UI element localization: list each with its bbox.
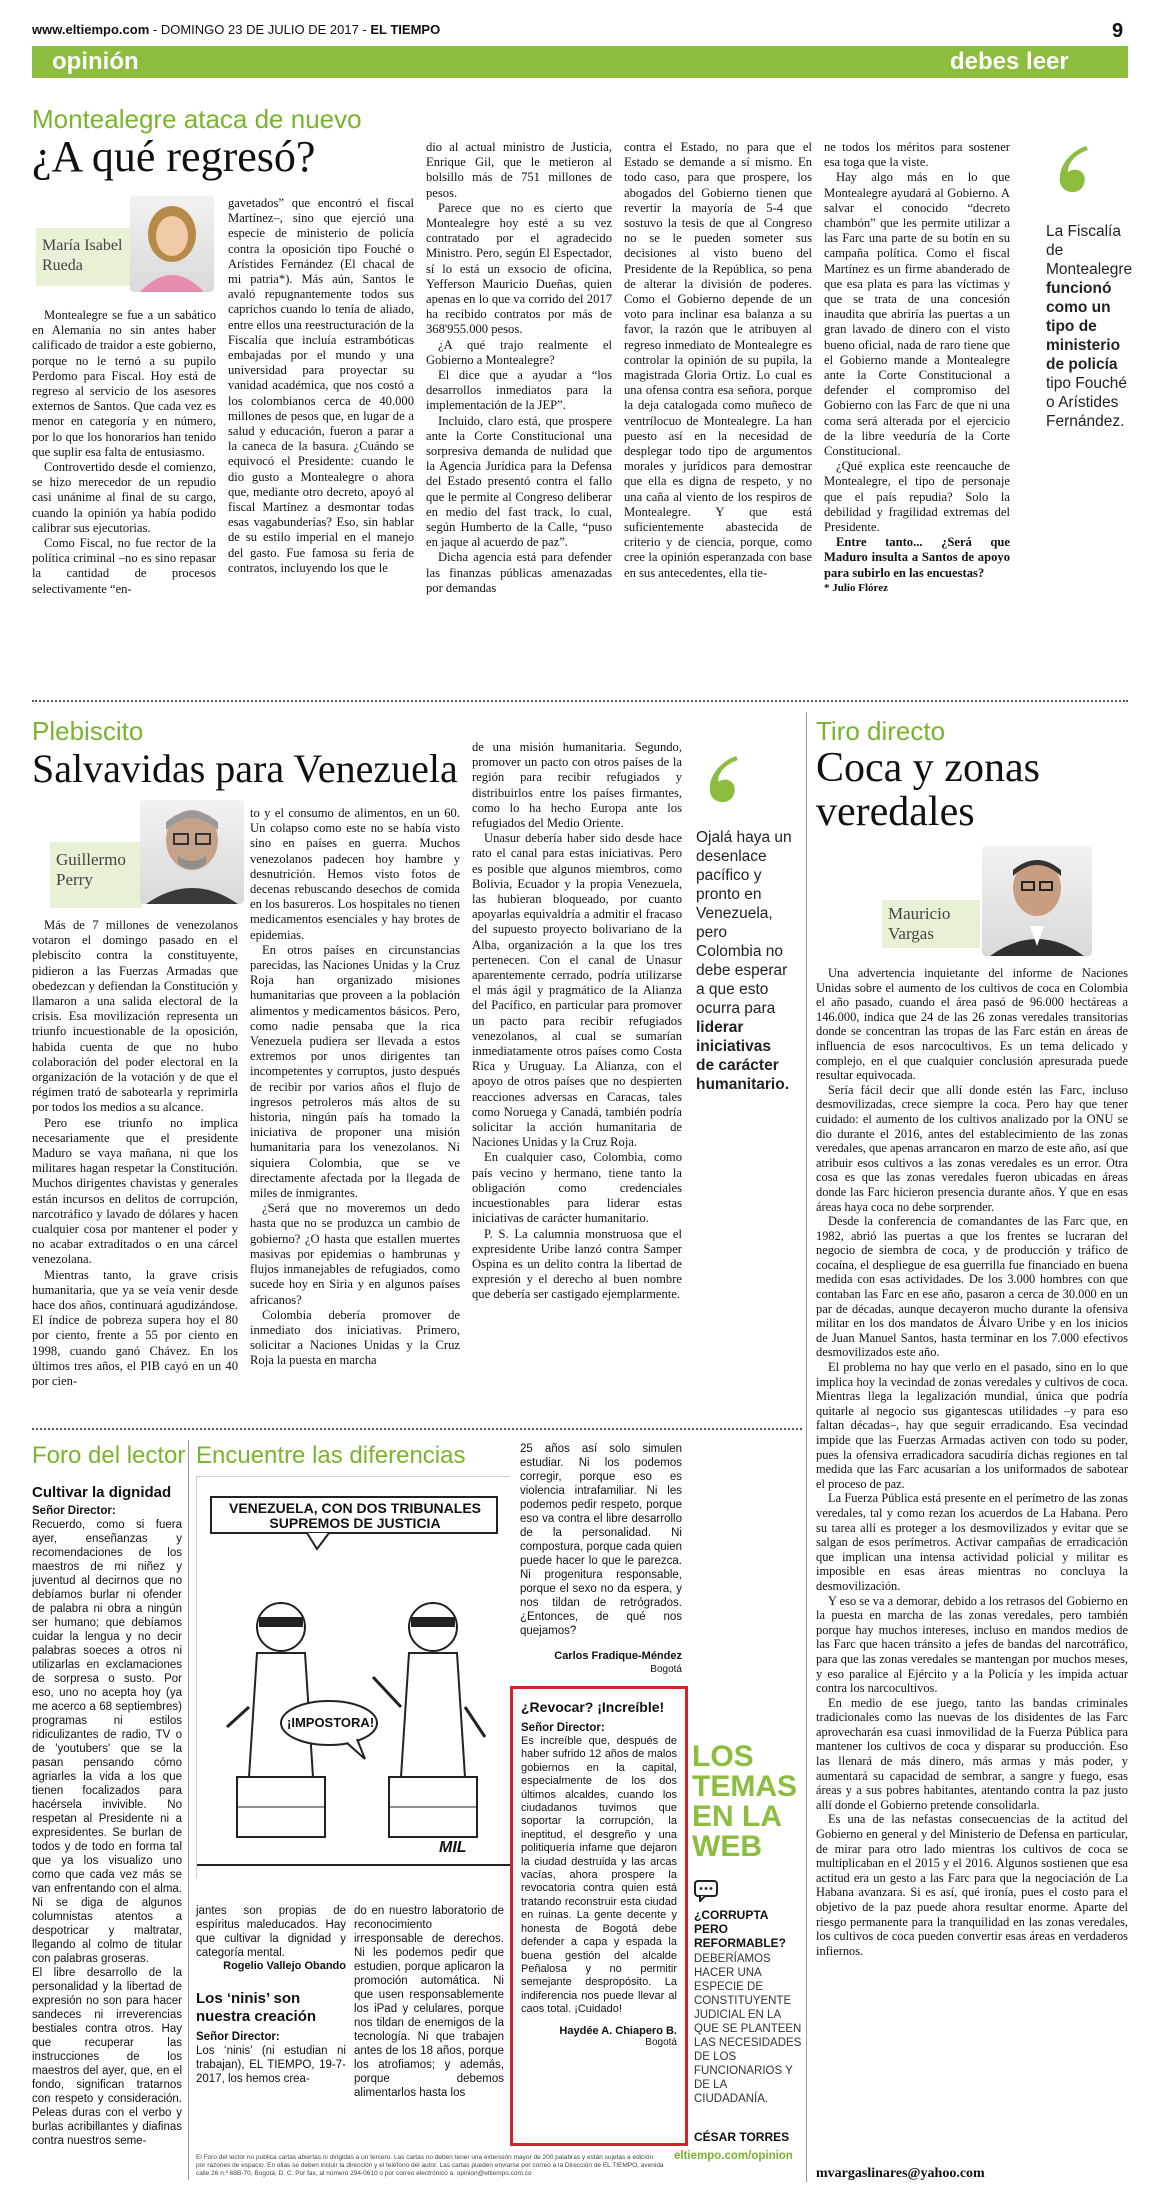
boxed-letter	[510, 1686, 688, 2146]
web-url[interactable]: eltiempo.com/opinion	[674, 2150, 793, 2162]
paragraph: El problema no hay que verlo en el pasado, sino en lo que implica hoy la vecindad de zonas veredales y cultivos de coca. Mientras llega la legalización mundial, única que podría quitarle al negocio sus gigantescas utilidades –y para eso faltan décadas–, hay que seguir erradicando. Esa vecindad impide que las Fuerzas Armadas activen con todo su poder, pues la ofensiva erradicadora sacudiría dichas regiones en tal medida que las Farc acusarían a los uniformados de sabotear el proceso de paz.	[816, 1360, 1128, 1491]
section-divider	[32, 1428, 802, 1430]
article1-kicker: Montealegre ataca de nuevo	[32, 104, 362, 134]
boxed-letter-title: ¿Revocar? ¡Increíble!	[521, 1699, 665, 1715]
article2-byline	[50, 842, 142, 908]
column-rule	[188, 1440, 189, 2180]
article2-col1	[32, 918, 238, 1418]
article2-headline: Salvavidas para Venezuela	[32, 746, 458, 791]
comment-icon	[694, 1880, 718, 1902]
boxed-letter-salutation: Señor Director:	[521, 1722, 605, 1734]
paragraph: to y el consumo de alimentos, en un 60. Un colapso como este no se había visto sino en países en guerra. Muchos venezolanos padecen hoy hambre y desnutrición. Hemos visto fotos de decenas rebuscando desechos de comida en los basureros. Los hospitales no tienen medicamentos esenciales y hay brotes de epidemias.	[250, 806, 460, 942]
paragraph: En otros países en circunstancias parecidas, las Naciones Unidas y la Cruz Roja han organizado misiones humanitarias que proveen a la población alimentos y medicamentos básicos. Pero, como nadie pensaba que la rica Venezuela pudiera ser llevada a estos extremos por unos dirigentes tan incompetentes y corruptos, justo después de recibir por varios años el flujo de ingresos petroleros más altos de su historia, ningún país ha tomado la iniciativa de proponer una misión humanitaria para los venezolanos. Ni siquiera Colombia, que se ve directamente afectada por la llegada de miles de inmigrantes.	[250, 942, 460, 1201]
paragraph: Desde la conferencia de comandantes de las Farc que, en 1982, abrió las puertas a que los frentes se lucraran del negocio de siembra de coca, y de producción y tráfico de cocaína, el despliegue de esa guerrilla fue financiado en buena medida con esas actividades. De los 3.000 hombres con que contaban las Farc en ese año, pasaron a cerca de 30.000 en un par de décadas, aunque decayeron mucho durante la ofensiva militar en los dos mandatos de Álvaro Uribe y en los inicios de Juan Manuel Santos, hasta terminar en los 7.000 efectivos desmovilizados este año.	[816, 1214, 1128, 1360]
diferencias-col-b: do en nuestro laboratorio de reconocimiento irresponsable de derechos. Ni les podemos pedir que estudien, porque aplicaron la promoción automática. Ni que usen responsablemente los iPad y celulares, porque nos tildan de enemigos de la tecnología. Ni que trabajen antes de los 18 años, porque los atrofiamos; y además, porque debemos alimentarlos hasta los	[354, 1905, 504, 2099]
article1-col1	[32, 308, 216, 688]
cartoon-caption: VENEZUELA, CON DOS TRIBUNALES SUPREMOS DE JUSTICIA	[228, 1500, 481, 1531]
author-name: Mauricio Vargas	[888, 904, 951, 943]
author-name: María Isabel Rueda	[42, 237, 123, 274]
author-photo	[130, 196, 214, 292]
foro-heading: Foro del lector	[32, 1442, 186, 1469]
paper-name: EL TIEMPO	[370, 22, 441, 37]
author-email[interactable]: mvargaslinares@yahoo.com	[816, 2166, 985, 2181]
author-photo	[140, 800, 244, 904]
article3-byline	[882, 900, 980, 948]
paragraph: dio al actual ministro de Justicia, Enrique Gil, que le metieron al bolsillo más de 751 millones de pesos.	[426, 140, 612, 200]
header-line: www.eltiempo.com - DOMINGO 23 DE JULIO DE 2017 - EL TIEMPO	[32, 22, 441, 37]
paragraph: ne todos los méritos para sostener esa toga que la viste.	[824, 140, 1010, 170]
entre-tanto: Entre tanto... ¿Será que Maduro insulta a Santos de apoyo para subirlo en las encuestas?	[824, 535, 1010, 580]
cartoon-signature: MIL	[439, 1839, 467, 1856]
web-author: CÉSAR TORRES	[694, 2130, 790, 2144]
paragraph: El dice que a ayudar a “los desarrollos inmediatos para la implementación de la JEP”.	[426, 368, 612, 413]
paragraph: ¿A qué trajo realmente el Gobierno a Montealegre?	[426, 337, 612, 367]
page-number: 9	[1112, 20, 1124, 42]
paragraph: En cualquier caso, Colombia, como país vecino y hermano, tiene tanto la obligación como credenciales incuestionables para liderar estas iniciativas de carácter humanitario.	[472, 1150, 682, 1226]
web-question[interactable]: ¿CORRUPTA PERO REFORMABLE?	[694, 1908, 786, 1950]
diferencias-col-a: jantes son propias de espíritus maleducados. Hay que cultivar la dignidad y categoría mental.	[196, 1905, 346, 1959]
letter1-title: Cultivar la dignidad	[32, 1484, 172, 1501]
article3-kicker: Tiro directo	[816, 716, 946, 746]
article1-col3	[426, 140, 612, 688]
paragraph: Como Fiscal, no fue rector de la política criminal –no es sino repasar la cantidad de procesos selectivamente “en-	[32, 536, 216, 596]
paragraph: Más de 7 millones de venezolanos votaron el domingo pasado en el plebiscito contra la constituyente, pidieron a las Fuerzas Armadas que obedezcan y defiendan la Constitución y llamaron a una salida electoral de la crisis. Esa movilización representa un triunfo incuestionable de la oposición, habida cuenta de que no hubo colaboración del poder electoral en la organización de la votación y de que el régimen trató de sabotearla y reprimirla por todos los medios a su alcance.	[32, 918, 238, 1115]
paragraph: de una misión humanitaria. Segundo, promover un pacto con otros países de la región para recibir refugiados y distribuirlos entre los países firmantes, como lo ha hecho Europa ante los refugiados del Medio Oriente.	[472, 740, 682, 831]
ninis-body: Los ‘ninis’ (ni estudian ni trabajan), EL TIEMPO, 19-7-2017, los hemos crea-	[196, 2045, 346, 2085]
must-read-label[interactable]: debes leer	[950, 48, 1069, 75]
article1-col4	[624, 140, 812, 688]
paragraph: Hay algo más en lo que Montealegre ayudará al Gobierno. A salvar el conocido “decreto chambón” que les permite utilizar a las Farc una parte de su botín en su campaña política. Como el fiscal Martínez es un firme abanderado de que esa plata es para las víctimas y que se trata de una concesión inaudita que abriría las puertas a un gran lavado de dinero con el visto bueno oficial, nada de raro tiene que el Gobierno mande a Montealegre ante la Corte Constitucional a defender el compromiso del Gobierno con las Farc de que ni una coma será alterada por el ejercicio de la libre veeduría de la Corte Constitucional.	[824, 170, 1010, 459]
paragraph: Pero ese triunfo no implica necesariamente que el presidente Maduro se vaya mañana, ni que los militares hagan respetar la Constitución. Muchos dirigentes chavistas y generales están incursos en delitos de corrupción, narcotráfico y lavado de dólares y hacen cualquier cosa por mantener el poder y no acabar extraditados o en una cárcel venezolana.	[32, 1115, 238, 1267]
paragraph: Mientras tanto, la grave crisis humanitaria, que ya se veía venir desde hace dos años, continuará agudizándose. El índice de pobreza supera hoy el 80 por ciento, frente a 55 por ciento en 1998, cuando ganó Chávez. En los últimos tres años, el PIB cayó en un 40 por cien-	[32, 1267, 238, 1389]
paragraph: Es una de las nefastas consecuencias de la actitud del Gobierno en general y del Ministerio de Defensa en particular, de mirar para otro lado mientras los cultivos de coca se multiplicaban en el 2015 y el 2016. Algunos sostienen que esa actitud era un gesto a las Farc para que la negociación de La Habana avanzara. Si es así, qué ironía, pues el costo para el objetivo de la paz puede ahora resultar enorme. Aparte del riesgo permanente para la tranquilidad en las zonas veredales, los cultivos de coca pueden convertir esas áreas en verdaderos infiernos.	[816, 1812, 1128, 1958]
boxed-letter-signature: Haydée A. Chiapero B.	[559, 2024, 677, 2037]
paragraph	[824, 535, 1010, 581]
paragraph: En medio de ese juego, tanto las bandas criminales tradicionales como las nuevas de los disidentes de las Farc aprovecharán esa cuasi inmovilidad de la Fuerza Pública para mantener los cultivos de coca y disparar su producción. Eso las llenará de más dinero, más armas y más poder, y aumentará su capacidad de sembrar, a sangre y fuego, esas áreas y a sus pobres habitantes, atentando contra la paz justo allí donde el Gobierno pretende consolidarla.	[816, 1695, 1128, 1812]
paragraph: Controvertido desde el comienzo, se hizo merecedor de un repudio casi unánime al final de su cargo, cuando la opinión ya había podido calibrar sus ejecutorias.	[32, 460, 216, 535]
author-name: Guillermo Perry	[56, 850, 126, 889]
article2-col3	[472, 740, 682, 1418]
article3-headline: Coca y zonas veredales	[816, 745, 1040, 835]
article2-col2	[250, 806, 460, 1418]
paragraph: Sería fácil decir que allí donde estén las Farc, incluso desmovilizadas, crece siempre la coca. Pero hay que tener cuidado: el aumento de los cultivos analizado por la ONU se dio durante el 2016, antes del establecimiento de las zonas veredales, que apenas arrancaron en marzo de este año, así que atribuir esos cultivos a las zonas veredales es un error. Otra cosa es que las zonas veredales fueron ubicadas en áreas donde las Farc hicieron presencia durante años. Y que en esas áreas haya coca no debe sorprender.	[816, 1082, 1128, 1214]
paragraph: contra el Estado, no para que el Estado se demande a sí mismo. En todo caso, para que prospere, los abogados del Gobierno tienen que revertir la mayoría de 5-4 que sostuvo la tesis de que al Congreso no se le pueden someter sus decisiones al visto bueno del Presidente de la República, so pena de alterar la división de poderes. Como el Gobierno depende de un voto para inclinar esa balanza a su favor, la razón que le atribuyen al regreso inmediato de Montealegre es controlar la opinión de su pupila, la magistrada Gloria Ortiz. Lo cual es una ofensa contra esa señora, porque la deja catalogada como muñeco de ventrílocuo de Montealegre. La han puesto así en la necesidad de desplegar todo tipo de argumentos morales y jurídicos para demostrar que ella es digna de respeto, y no una caña al viento de los respiros de Montealegre. Y que está suficientemente abastecida de criterio y de ciencia, porque, como cree la opinión esperanzada con base en sus antecedentes, ella tie-	[624, 140, 812, 580]
paragraph: Dicha agencia está para defender las finanzas públicas amenazadas por demandas	[426, 550, 612, 595]
article2-kicker: Plebiscito	[32, 716, 144, 746]
issue-date: DOMINGO 23 DE JULIO DE 2017	[160, 22, 359, 37]
column-rule	[806, 712, 807, 2182]
article3-body	[816, 966, 1128, 2166]
footnote: * Julio Flórez	[824, 581, 888, 594]
paragraph: Una advertencia inquietante del informe de Naciones Unidas sobre el aumento de los cultivos de coca en Colombia el año pasado, cuando el área pasó de 96.000 hectáreas a 146.000, indica que 24 de las 26 zonas veredales transitorias donde se concentran las tropas de las Farc están en áreas de influencia de esos narcocultivos. Es un tema delicado y complejo, en el que cualquier conclusión apresurada puede resultar equivocada.	[816, 966, 1128, 1083]
quote-mark-icon	[700, 752, 744, 806]
paragraph: ¿Qué explica este reencauche de Montealegre, el tipo de personaje que el país repudia? Solo la debilidad y fragilidad extremas del Presidente.	[824, 459, 1010, 535]
col-c-city: Bogotá	[650, 1664, 682, 1675]
boxed-letter-body: Es increíble que, después de haber sufrido 12 años de malos gobiernos en la capital, especialmente de los dos últimos alcaldes, cuando los ciudadanos tuvimos que soportar la corrupción, la ineptitud, el desgreño y una politiquería infame que dejaron la ciudad destruida y las arcas vacías, ahora prospere la revocatoria contra quien está tratando reconstruir esta ciudad en ruinas. La gente decente y honesta de Bogotá debe defender a capa y espada la buena gestión del alcalde Peñalosa y no permitir semejante despropósito. La indiferencia nos puede llevar al caos total. ¡Cuidado!	[521, 1735, 677, 2016]
web-topics-title: LOS TEMAS EN LA WEB	[692, 1740, 797, 1863]
paragraph: gavetados” que encontró el fiscal Martínez–, sino que ejerció una especie de ministerio de policía contra la oposición tipo Fouché o Arístides Fernández (El chacal de mi patria*). Más aún, Santos le avaló repugnantemente todos sus caprichos cuando lo tenía de aliado, entre ellos una reestructuración de la Fiscalía que incluía estrambóticas embajadas por el mundo y una universidad para proyectar su vanidad académica, que nos costó a los colombianos cerca de 40.000 millones de pesos que, en lugar de a salud y educación, fueron a parar a la caneca de la basura. ¿Cuándo se equivocó el Presidente: cuando le dio gusto a Montealegre o ahora que, mediante otro decreto, apoyó al fiscal Martínez a desmontar todas esas vagabunderías? Eso, sin hablar de su estilo imperial en el manejo del gasto. Fue famosa su feria de contratos, incluyendo los que le	[228, 196, 414, 575]
section-divider	[32, 700, 1128, 702]
paragraph: Colombia debería promover de inmediato dos iniciativas. Primero, solicitar a Naciones Unidas y la Cruz Roja la puesta en marcha	[250, 1307, 460, 1368]
article1-headline: ¿A qué regresó?	[32, 132, 316, 181]
article1-col2	[228, 196, 414, 688]
author-photo	[982, 846, 1092, 956]
quote-mark-icon	[1050, 142, 1094, 196]
site-url[interactable]: www.eltiempo.com	[32, 22, 150, 37]
diferencias-heading: Encuentre las diferencias	[196, 1442, 466, 1469]
article1-col5	[824, 140, 1010, 688]
footer-note: El Foro del lector no publica cartas abiertas ni dirigidas a un tercero. Las cartas no deben tener una extensión mayor de 200 palabras y están sujetas a edición por razones de espacio. En ellas se deben incluir la dirección y el teléfono del autor. Las cartas pueden enviarse por correo a la Dirección de EL TIEMPO, avenida calle 26 n.º 68B-70, Bogotá, D. C. Por fax, al número 294-0610 o por correo electrónico a: opinion@eltiempo.com.co	[196, 2154, 664, 2177]
diferencias-col-c: 25 años así solo simulen estudiar. Ni los podemos corregir, porque eso es violencia intrafamiliar. Ni les podemos pedir respeto, porque eso va contra el libre desarrollo de la personalidad. Ni compostura, porque cada quien puede hacer lo que le parezca. Ni progenitura responsable, porque el sexo no da espera, y nos tildan de retrógrados. ¿Entonces, de qué nos quejamos?	[520, 1443, 682, 1637]
letter1-body: Recuerdo, como si fuera ayer, enseñanzas y recomendaciones de los maestros de mi niñez y juventud al decirnos que no debíamos burlar ni ofender de palabra ni obra a ningún ser humano; que debíamos cuidar la lengua y no decir palabras soeces a otros ni utilizarlas en exclamaciones de sorpresa o susto. Por eso, uno no acepta hoy (ya me acerco a 68 septiembres) programas ni estilos ridiculizantes de radio, TV o de 'youtubers' que se la pasan pensando cómo agriarles la vida a los que tienen focalizados para hacérsela invivible. No respetan al Presidente ni a expresidentes. Se burlan de todos y de todo en forma tal que ya los visualizo uno como que cada vez más se van enfrentando con el alma. Ni se diga de algunos columnistas atentos a despotricar y maltratar, llegando al colmo de titular con palabras groseras. El libre desarrollo de la personalidad y la libertad de expresión no son para hacer sandeces ni irreverencias bestiales contra otros. Hay que recuperar las instrucciones de los maestros del ayer, que, en el fondo, significan tratarnos con respeto y consideración. Peleas duras con el verbo y burlas acribillantes y diafinas contra nuestros seme-	[32, 1519, 182, 2147]
paragraph: ¿Será que no moveremos un dedo hasta que no se produzca un cambio de gobierno? ¿O hasta que estallen muertes masivas por epidemias o hambrunas y flujos inmanejables de refugiados, como sucede hoy en Siria y en algunos países africanos?	[250, 1201, 460, 1307]
editorial-cartoon	[196, 1476, 510, 1878]
article2-pull-quote: Ojalá haya un desenlace pacífico y pronto en Venezuela, pero Colombia no debe esperar a que esto ocurra para liderar iniciativas de carácter humanitario.	[696, 829, 792, 1093]
paragraph: Incluido, claro está, que prospere ante la Corte Constitucional una sorpresiva demanda de nulidad que la Agencia Jurídica para la Defensa del Estado presentó contra el fallo que le permite al Congreso deliberar en medio del fast track, lo cual, según Humberto de la Calle, “puso en jaque al acuerdo de paz”.	[426, 413, 612, 550]
paragraph: Montealegre se fue a un sabático en Alemania no sin antes haber calificado de traidor a este gobierno, porque no le ternó a su pupilo Perdomo para Fiscal. Hoy está de regreso al servicio de los asesores externos de Santos. Que cada vez es menor en categoría y en número, por lo que los honorarios han tenido que suplir esa falta de entusiasmo.	[32, 308, 216, 459]
article1-byline	[36, 228, 132, 286]
col-c-signature: Carlos Fradique-Méndez	[554, 1650, 682, 1662]
article1-pull-quote: La Fiscalía de Montealegre funcionó como un tipo de ministerio de policía tipo Fouché o Arístides Fernández.	[1046, 223, 1133, 430]
boxed-letter-city: Bogotá	[645, 2036, 677, 2048]
web-blurb: DEBERÍAMOS HACER UNA ESPECIE DE CONSTITUYENTE JUDICIAL EN LA QUE SE PLANTEEN LAS NECESIDADES DE LOS FUNCIONARIOS Y DE LA CIUDADANÍA.	[694, 1953, 802, 2105]
ninis-salutation: Señor Director:	[196, 2031, 280, 2043]
col-a-signature: Rogelio Vallejo Obando	[223, 1960, 346, 1972]
paragraph: La Fuerza Pública está presente en el perímetro de las zonas veredales, tal y como rezan los acuerdos de La Habana. Pero su tarea allí es proteger a los desmovilizados y evitar que se salgan de esos perímetros. Activar campañas de erradicación que implican una intensa actividad policial y militar es imposible en esas áreas mientras no concluya la desmovilización.	[816, 1491, 1128, 1593]
paragraph: Y eso se va a demorar, debido a los retrasos del Gobierno en la puesta en marcha de las zonas veredales, pero también porque hay muchos intereses, incluso en mandos medios de las Farc que hacen tránsito a jefes de bandas del narcotráfico, para que las zonas veredales se mantengan por muchos meses, y eso paralice al Ejército y a la Policía y les impida actuar contra los narcocultivos.	[816, 1593, 1128, 1696]
ninis-title: Los ‘ninis’ son nuestra creación	[196, 1990, 317, 2025]
section-label: opinión	[52, 48, 139, 75]
paragraph: Unasur debería haber sido desde hace rato el canal para estas iniciativas. Pero es posible que algunos miembros, como Bolivia, Ecuador y la propia Venezuela, las hubieran bloqueado, por cuanto apoyarlas equivaldría a admitir el fracaso del supuesto proyecto bolivariano de la Alba, organización a la que los tres pertenecen. Con el canal de Unasur aparentemente cerrado, podría utilizarse el más ágil y pragmático de la Alianza del Pacífico, en particular para promover un pacto para recibir refugiados venezolanos, al cual se sumarían inmediatamente otros países como Costa Rica y Uruguay. La Alianza, con el apoyo de otros países que no despierten reacciones adversas en Caracas, tales como Noruega y Canadá, también podría solicitar la acción humanitaria de Naciones Unidas y la Cruz Roja.	[472, 831, 682, 1150]
paragraph: Parece que no es cierto que Montealegre hoy esté a su vez contratado por el agradecido Ministro. Pero, según El Espectador, sí lo está un exsocio de oficina, Yefferson Mauricio Dueñas, quien apenas en lo que va corrido del 2017 ha recibido contratos por más de 368'955.000 pesos.	[426, 200, 612, 337]
cartoon-bubble-text: ¡IMPOSTORA!	[287, 1715, 375, 1730]
paragraph: P. S. La calumnia monstruosa que el expresidente Uribe lanzó contra Samper Ospina es un delito contra la libertad de expresión y el derecho al buen nombre que debería ser castigado ejemplarmente.	[472, 1226, 682, 1302]
letter1-salutation: Señor Director:	[32, 1505, 116, 1517]
